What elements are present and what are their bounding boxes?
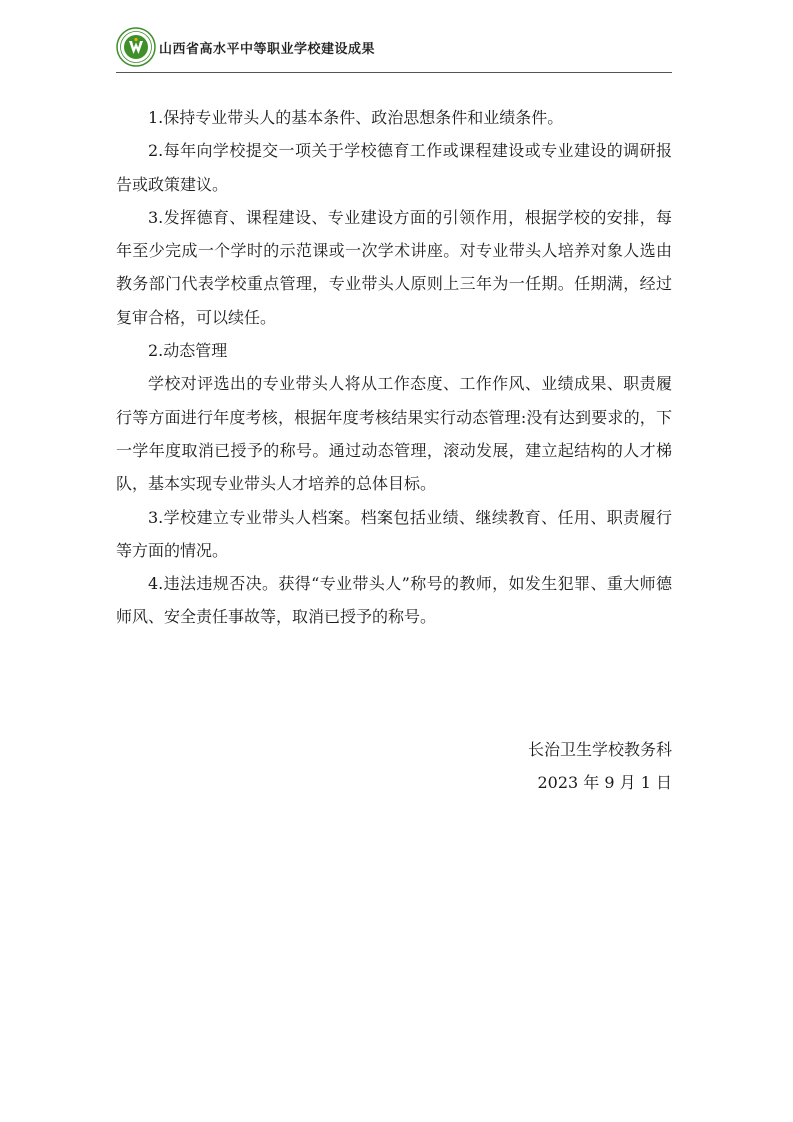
page-header — [116, 27, 672, 71]
signature-block — [528, 733, 672, 799]
paragraph: 3.发挥德育、课程建设、专业建设方面的引领作用，根据学校的安排，每年至少完成一个学时的示范课或一次学术讲座。对专业带头人培养对象人选由教务部门代表学校重点管理，专业带头人原则上三年为一任期。任期满，经过复审合格，可以续任。 — [116, 207, 672, 327]
section-heading: 2.动态管理 — [148, 341, 228, 361]
school-logo-icon — [116, 27, 156, 67]
signature-org: 长治卫生学校教务科 — [527, 740, 672, 759]
paragraph: 2.每年向学校提交一项关于学校德育工作或课程建设或专业建设的调研报告或政策建议。 — [116, 141, 672, 194]
signature-date: 2023 年 9 月 1 日 — [537, 773, 672, 792]
paragraph: 1.保持专业带头人的基本条件、政治思想条件和业绩条件。 — [148, 108, 564, 127]
header-title: 山西省高水平中等职业学校建设成果 — [159, 42, 376, 57]
document-body — [116, 101, 672, 634]
paragraph: 4.违法违规否决。获得“专业带头人”称号的教师，如发生犯罪、重大师德师风、安全责任事故等，取消已授予的称号。 — [116, 574, 672, 627]
paragraph: 3.学校建立专业带头人档案。档案包括业绩、继续教育、任用、职责履行等方面的情况。 — [116, 507, 672, 560]
paragraph: 学校对评选出的专业带头人将从工作态度、工作作风、业绩成果、职责履行等方面进行年度考核，根据年度考核结果实行动态管理:没有达到要求的，下一学年度取消已授予的称号。通过动态管理，滚动发展，建立起结构的人才梯队，基本实现专业带头人才培养的总体目标。 — [116, 374, 672, 494]
header-divider — [116, 72, 672, 73]
